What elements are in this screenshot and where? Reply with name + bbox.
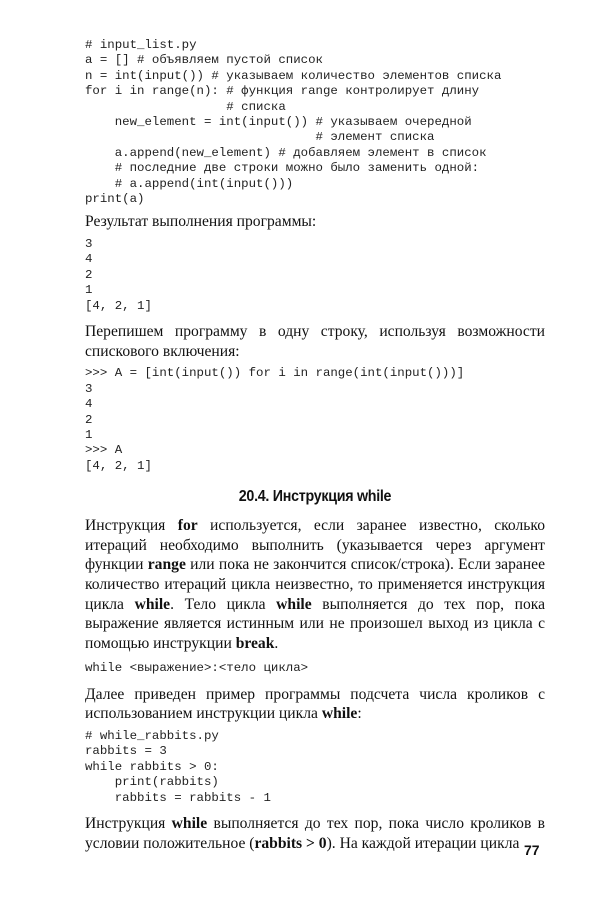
section-title: 20.4. Инструкция while (238, 488, 392, 506)
paragraph-while-intro: Инструкция for используется, если заранее известно, сколько итераций необходимо выполнить (указывается через аргумент функции range или пока не закончится список/строка). Если заранее количество итераций цикла неизвестно, то применяется инструкция цикла while. Тело цикла while выполняется до тех пор, пока выражение является истинным или не произошел выход из цикла с помощью инструкции break. (85, 517, 546, 652)
page-number: 77 (524, 842, 540, 858)
page-content (85, 38, 545, 853)
rewrite-paragraph: Перепишем программу в одну строку, используя возможности спискового включения: (85, 323, 545, 360)
result-label: Результат выполнения программы: (85, 213, 317, 231)
code-block-input-list: # input_list.py a = [] # объявляем пустой список n = int(input()) # указываем количество элементов списка for i in range(n): # функция range контролирует длину # списка new_element = int(input()) # указываем очередной # элемент списка a.append(new_element) # добавляем элемент в список # последние две строки можно было заменить одной: # a.append(int(input())) print(a) (85, 38, 502, 207)
code-block-list-comprehension: >>> A = [int(input()) for i in range(int(input()))] 3 4 2 1 >>> A [4, 2, 1] (85, 366, 465, 473)
paragraph-while-condition: Инструкция while выполняется до тех пор, пока число кроликов в условии положительное (rabbits > 0). На каждой итерации цикла (85, 814, 545, 852)
while-syntax: while <выражение>:<тело цикла> (85, 661, 309, 676)
paragraph-rabbits-example: Далее приведен пример программы подсчета числа кроликов с использованием инструкции цикла while: (85, 685, 545, 723)
program-output: 3 4 2 1 [4, 2, 1] (85, 237, 152, 313)
code-block-while-rabbits: # while_rabbits.py rabbits = 3 while rabbits > 0: print(rabbits) rabbits = rabbits - 1 (85, 728, 271, 805)
